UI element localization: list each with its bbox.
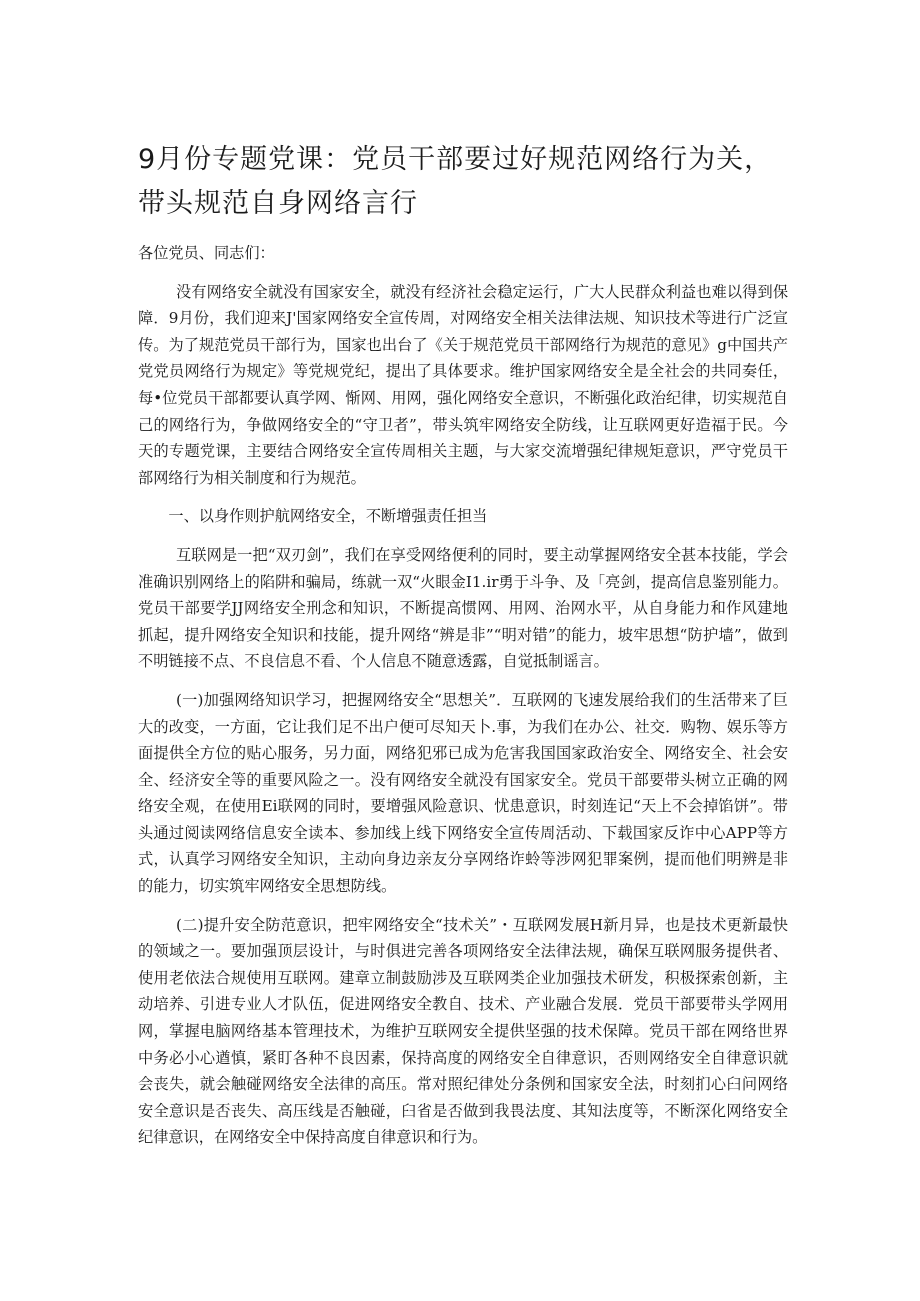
intro-paragraph: 没有网络安全就没有国家安全，就没有经济社会稳定运行，广大人民群众利益也难以得到保障．9月份，我们迎来J'国家网络安全宣传周，对网络安全相关法律法规、知识技术等进行广泛宣传。为了规范党员干部行为，国家也出台了《关于规范党员干部网络行为规范的意见》g中国共产党党员网络行为规定》等党规党纪，提出了具体要求。维护国家网络安全是全社会的共同奏任，每•位党员干部都要认真学网、惭网、用网，强化网络安全意识，不断强化政治纪律，切实规范自己的网络行为，争做网络安全的“守卫者”，带头筑牢网络安全防线，让互联网更好造福于民。今天的专题党课，主要结合网络安全宣传周相关主题，与大家交流增强纪律规矩意识，严守党员干部网络行为相关制度和行为规范。 [138,282,788,487]
document-title: 9月份专题党课：党员干部要过好规范网络行为关，带头规范自身网络言行 [138,144,773,219]
subsection-2-paragraph: (二)提升安全防范意识，把牢网络安全“技术关”・互联网发展H新月异，也是技术更新最快的领域之一。要加强顶层设计，与时俱进完善各项网络安全法律法规，确保互联网服务提供者、使用老依法合规使用互联网。建章立制鼓励涉及互联网类企业加强技术研发，积极探索创新，主动培养、引进专业人才队伍，促进网络安全教自、技术、产业融合发展．党员干部要带头学网用网，掌握电脑网络基本管理技术，为维护互联网安全提供坚强的技术保障。党员干部在网络世界中务必小心遒慎，紧盯各种不良因素，保持高度的网络安全自律意识，否则网络安全自律意识就会丧失，就会触碰网络安全法律的高压。常对照纪律处分条例和国家安全法，时刻扪心臼问网络安全意识是否丧失、高压线是否触碰，臼省是否做到我畏法度、其知法度等，不断深化网络安全纪律意识，在网络安全中保持高度自律意识和行为。 [138,915,788,1147]
subsection-1-paragraph: (一)加强网络知识学习，把握网络安全“思想关”．互联网的飞速发展给我们的生活带来了巨大的改变，一方面，它让我们足不出户便可尽知天卜.事，为我们在办公、社交．购物、娱乐等方面提供全方位的贴心服务，另力面，网络犯邪已成为危害我国国家政治安全、网络安全、社会安全、经济安全等的重要风险之一。没有网络安全就没有国家安全。党员干部要带头树立正确的网络安全观，在使用Ei联网的同时，要增强风险意识、忧患意识，时刻连记“天上不会掉馅饼”。带头通过阅读网络信息安全读本、参加线上线下网络安全宣传周活动、下载国家反诈中心APP等方式，认真学习网络安全知识，主动向身边亲友分享网络诈蛉等涉网犯罪案例，提而他们明辨是非的能力，切实筑牢网络安全思想防线。 [138,690,788,896]
document-body [138,240,788,1163]
section-1-paragraph: 互联网是一把“双刃剑”，我们在享受网络便利的同时，要主动掌握网络安全甚本技能，学会准确识别网络上的陷阱和骗局，练就一双“火眼金I1.ir勇于斗争、及「亮剑，提高信息鉴别能力。党员干部要学JJ网络安全刑念和知识，不断提高惯网、用网、治网水平，从自身能力和作风建地抓起，提升网络安全知识和技能，提升网络“辨是非”“明对错”的能力，坡牢思想“防护墙”，做到不明链接不点、不良信息不看、个人信息不随意透露，自觉抵制谣言。 [138,545,788,671]
section-1-heading: 一、以身作则护航网络安全，不断增强责任担当 [168,507,488,526]
greeting: 各位党员、同志们： [138,244,275,262]
